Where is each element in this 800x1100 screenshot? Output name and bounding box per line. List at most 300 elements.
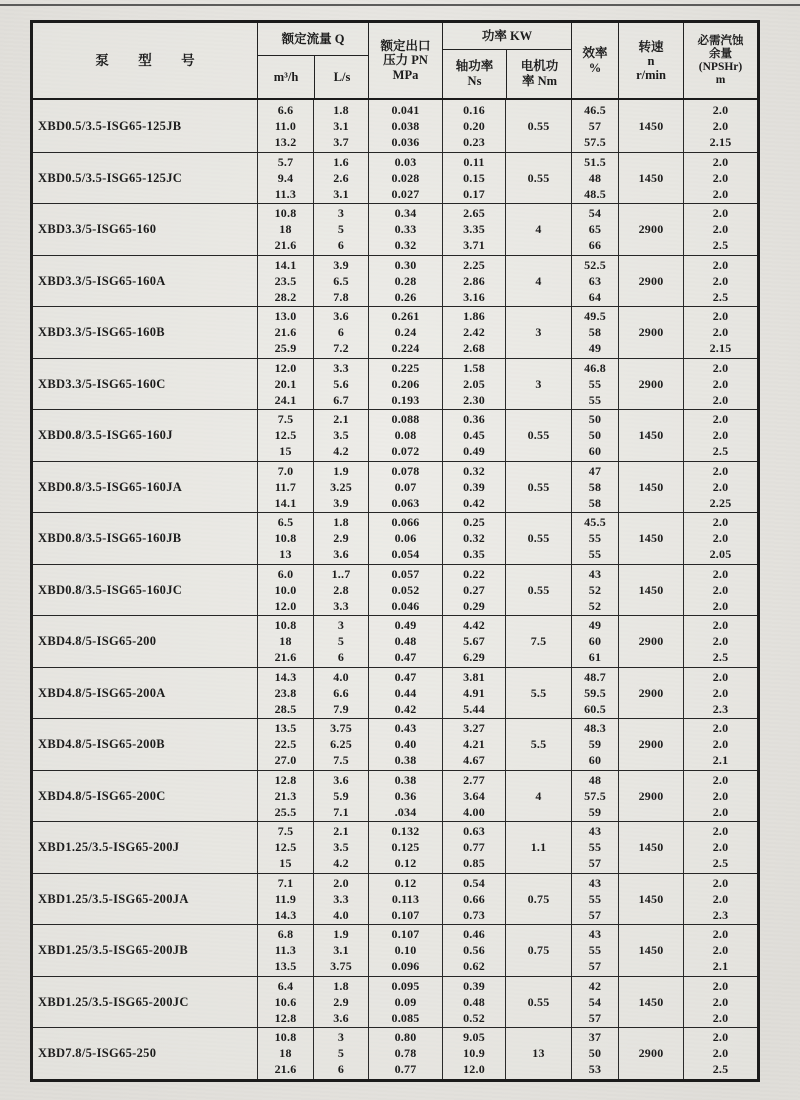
cell-value: 4.42 (463, 618, 485, 633)
cell-value: 7.9 (333, 701, 349, 716)
cell-value: 0.47 (394, 650, 417, 665)
header-pressure-line: 压力 PN (383, 53, 428, 68)
cell-value: 3.6 (333, 772, 349, 787)
cell-value: 0.26 (394, 289, 417, 304)
cell-value: 1.1 (530, 840, 547, 855)
header-speed-line: r/min (636, 67, 666, 82)
cell-value: 6.5 (277, 515, 294, 530)
pressure-cell (368, 668, 442, 719)
flow-m3h-cell (257, 925, 313, 976)
cell-value: 0.40 (394, 737, 417, 752)
motor-power-cell (505, 925, 571, 976)
cell-value: 2.0 (712, 994, 729, 1009)
cell-value: 0.45 (463, 428, 485, 443)
cell-value: 21.6 (274, 325, 297, 340)
cell-value: 21.3 (274, 788, 297, 803)
table-row (33, 976, 757, 1028)
cell-value: 7.5 (277, 412, 294, 427)
cell-value: 2.0 (712, 634, 729, 649)
cell-value: 10.8 (274, 206, 297, 221)
flow-m3h-cell (257, 204, 313, 255)
cell-value: 13.5 (274, 959, 297, 974)
cell-value: 2.0 (712, 392, 729, 407)
cell-value: 57 (588, 959, 602, 974)
cell-value: 52 (588, 598, 602, 613)
cell-value: 21.6 (274, 650, 297, 665)
cell-value: 4.67 (463, 753, 485, 768)
flow-ls-cell (313, 822, 368, 873)
header-speed-line: 转速 (638, 39, 664, 54)
pump-model: XBD3.3/5-ISG65-160B (38, 325, 165, 340)
speed-cell (618, 874, 683, 925)
shaft-power-cell (442, 874, 505, 925)
cell-value: 0.078 (391, 463, 420, 478)
cell-value: 2.05 (709, 547, 732, 562)
cell-value: 10.8 (274, 618, 297, 633)
cell-value: 0.52 (463, 1010, 485, 1025)
cell-value: 2.0 (712, 257, 729, 272)
efficiency-cell (571, 100, 618, 152)
cell-value: 10.0 (274, 582, 297, 597)
cell-value: 2.5 (712, 650, 729, 665)
cell-value: 0.096 (391, 959, 420, 974)
cell-value: 10.8 (274, 531, 297, 546)
shaft-power-cell (442, 513, 505, 564)
cell-value: 55 (588, 547, 602, 562)
shaft-power-cell (442, 359, 505, 410)
cell-value: 0.75 (527, 943, 550, 958)
cell-value: 0.77 (463, 840, 485, 855)
pump-model: XBD4.8/5-ISG65-200C (38, 788, 166, 803)
cell-value: 0.08 (394, 428, 417, 443)
pump-model: XBD0.8/3.5-ISG65-160J (38, 428, 173, 443)
cell-value: 49 (588, 341, 602, 356)
cell-value: 12.0 (463, 1062, 485, 1077)
pump-model: XBD4.8/5-ISG65-200 (38, 634, 157, 649)
pump-model: XBD1.25/3.5-ISG65-200J (38, 840, 180, 855)
cell-value: 6 (337, 650, 345, 665)
cell-value: 0.47 (394, 669, 417, 684)
cell-value: 2.0 (712, 325, 729, 340)
cell-value: 27.0 (274, 753, 297, 768)
cell-value: 7.5 (277, 824, 294, 839)
pump-model: XBD0.8/3.5-ISG65-160JB (38, 531, 182, 546)
speed-cell (618, 256, 683, 307)
cell-value: 7.1 (333, 804, 349, 819)
cell-value: 5.5 (530, 685, 547, 700)
cell-value: 0.225 (391, 360, 420, 375)
cell-value: 2.0 (712, 376, 729, 391)
table-row (33, 461, 757, 513)
pump-model-cell (33, 359, 257, 410)
cell-value: 1450 (638, 891, 664, 906)
speed-cell (618, 719, 683, 770)
cell-value: 6.0 (277, 566, 294, 581)
table-body (33, 100, 757, 1079)
cell-value: 0.56 (463, 943, 485, 958)
motor-power-cell (505, 719, 571, 770)
cell-value: 52.5 (584, 257, 606, 272)
table-row (33, 255, 757, 307)
cell-value: 1.9 (333, 927, 349, 942)
cell-value: 2.0 (712, 582, 729, 597)
efficiency-cell (571, 153, 618, 204)
cell-value: 2.3 (712, 907, 729, 922)
cell-value: 2.0 (712, 721, 729, 736)
table-row (33, 409, 757, 461)
flow-ls-cell (313, 977, 368, 1028)
header-speed-line: n (647, 53, 655, 68)
cell-value: 50 (588, 412, 602, 427)
cell-value: 5.67 (463, 634, 485, 649)
cell-value: 0.07 (394, 479, 417, 494)
header-efficiency (571, 23, 618, 98)
pump-model: XBD4.8/5-ISG65-200A (38, 685, 166, 700)
flow-m3h-cell (257, 1028, 313, 1079)
cell-value: 2.0 (712, 685, 729, 700)
cell-value: 0.38 (394, 753, 417, 768)
cell-value: 0.32 (463, 531, 485, 546)
cell-value: 0.55 (527, 479, 550, 494)
motor-power-cell (505, 616, 571, 667)
cell-value: 5 (337, 634, 345, 649)
header-npshr (683, 23, 757, 98)
cell-value: 0.107 (391, 927, 420, 942)
cell-value: 6.8 (277, 927, 294, 942)
speed-cell (618, 204, 683, 255)
cell-value: 48.7 (584, 669, 606, 684)
cell-value: 2.05 (463, 376, 485, 391)
table-row (33, 100, 757, 152)
flow-m3h-cell (257, 977, 313, 1028)
header-efficiency-line: 效率 (582, 45, 608, 60)
header-motor-line: 率 Nm (521, 74, 558, 88)
efficiency-cell (571, 719, 618, 770)
cell-value: 2.5 (712, 444, 729, 459)
cell-value: 2.86 (463, 273, 485, 288)
pump-model-cell (33, 719, 257, 770)
cell-value: 1..7 (331, 566, 351, 581)
cell-value: 59 (588, 804, 602, 819)
flow-ls-cell (313, 204, 368, 255)
speed-cell (618, 359, 683, 410)
cell-value: 7.1 (277, 875, 294, 890)
cell-value: 0.54 (463, 875, 485, 890)
cell-value: 0.35 (463, 547, 485, 562)
shaft-power-cell (442, 100, 505, 152)
cell-value: 1.9 (333, 463, 349, 478)
cell-value: 0.072 (391, 444, 420, 459)
cell-value: 0.20 (463, 118, 485, 133)
cell-value: 60 (588, 444, 602, 459)
speed-cell (618, 822, 683, 873)
cell-value: 13.5 (274, 721, 297, 736)
pressure-cell (368, 204, 442, 255)
flow-ls-cell (313, 513, 368, 564)
cell-value: 0.49 (463, 444, 485, 459)
cell-value: 50 (588, 1046, 602, 1061)
efficiency-cell (571, 822, 618, 873)
cell-value: 0.224 (391, 341, 420, 356)
pump-model-cell (33, 462, 257, 513)
efficiency-cell (571, 513, 618, 564)
cell-value: 4.0 (333, 907, 349, 922)
pressure-cell (368, 410, 442, 461)
cell-value: 2.0 (712, 222, 729, 237)
npshr-cell (683, 822, 757, 873)
cell-value: 22.5 (274, 737, 297, 752)
cell-value: 0.085 (391, 1010, 420, 1025)
cell-value: 1.8 (333, 978, 349, 993)
cell-value: 7.0 (277, 463, 294, 478)
motor-power-cell (505, 153, 571, 204)
cell-value: 2.0 (712, 186, 729, 201)
cell-value: 2.0 (712, 1010, 729, 1025)
cell-value: 18 (279, 634, 292, 649)
shaft-power-cell (442, 925, 505, 976)
cell-value: 3.64 (463, 788, 485, 803)
cell-value: 3.81 (463, 669, 485, 684)
pump-model: XBD1.25/3.5-ISG65-200JB (38, 943, 188, 958)
cell-value: 4.2 (333, 856, 349, 871)
cell-value: 2900 (638, 325, 664, 340)
cell-value: 1450 (638, 170, 664, 185)
cell-value: 1.8 (333, 102, 349, 117)
cell-value: 2900 (638, 685, 664, 700)
speed-cell (618, 925, 683, 976)
header-pressure-line: 额定出口 (380, 38, 431, 53)
pressure-cell (368, 977, 442, 1028)
cell-value: 65 (588, 222, 602, 237)
pump-model-cell (33, 977, 257, 1028)
header-pump-model-label: 泵 型 号 (95, 53, 195, 68)
cell-value: 2.77 (463, 772, 485, 787)
shaft-power-cell (442, 822, 505, 873)
cell-value: 3.6 (333, 547, 349, 562)
cell-value: 0.22 (463, 566, 485, 581)
efficiency-cell (571, 307, 618, 358)
cell-value: 15 (279, 856, 292, 871)
flow-m3h-cell (257, 719, 313, 770)
cell-value: 2.0 (712, 1030, 729, 1045)
cell-value: 45.5 (584, 515, 606, 530)
cell-value: 0.23 (463, 134, 485, 149)
flow-ls-cell (313, 359, 368, 410)
cell-value: 2.0 (712, 804, 729, 819)
shaft-power-cell (442, 204, 505, 255)
shaft-power-cell (442, 256, 505, 307)
cell-value: 2.0 (712, 118, 729, 133)
cell-value: 0.054 (391, 547, 420, 562)
efficiency-cell (571, 1028, 618, 1079)
cell-value: 2.0 (712, 840, 729, 855)
npshr-cell (683, 307, 757, 358)
cell-value: 2.0 (712, 772, 729, 787)
header-npshr-line: m (715, 73, 726, 86)
cell-value: 5.44 (463, 701, 485, 716)
npshr-cell (683, 719, 757, 770)
pump-model-cell (33, 668, 257, 719)
npshr-cell (683, 204, 757, 255)
cell-value: 3.35 (463, 222, 485, 237)
cell-value: 6.4 (277, 978, 294, 993)
motor-power-cell (505, 513, 571, 564)
cell-value: 3.7 (333, 134, 349, 149)
cell-value: 3.71 (463, 238, 485, 253)
speed-cell (618, 1028, 683, 1079)
cell-value: 6 (337, 1062, 345, 1077)
cell-value: 57 (588, 118, 602, 133)
cell-value: 0.027 (391, 186, 420, 201)
efficiency-cell (571, 204, 618, 255)
cell-value: 5.9 (333, 788, 349, 803)
cell-value: 0.32 (463, 463, 485, 478)
cell-value: 1450 (638, 118, 664, 133)
cell-value: 3.27 (463, 721, 485, 736)
npshr-cell (683, 256, 757, 307)
cell-value: 0.42 (394, 701, 417, 716)
cell-value: 42 (588, 978, 602, 993)
cell-value: 0.125 (391, 840, 420, 855)
cell-value: 0.55 (527, 994, 550, 1009)
cell-value: 23.5 (274, 273, 297, 288)
pump-model-cell (33, 616, 257, 667)
cell-value: 3.9 (333, 495, 349, 510)
header-outlet-pressure (368, 23, 442, 98)
header-speed (618, 23, 683, 98)
pump-spec-table (30, 20, 760, 1082)
shaft-power-cell (442, 719, 505, 770)
header-flow-title-label: 额定流量 Q (281, 31, 345, 46)
motor-power-cell (505, 359, 571, 410)
table-row (33, 306, 757, 358)
flow-m3h-cell (257, 153, 313, 204)
cell-value: 0.046 (391, 598, 420, 613)
cell-value: 0.052 (391, 582, 420, 597)
npshr-cell (683, 874, 757, 925)
cell-value: 13 (279, 547, 292, 562)
cell-value: 3 (535, 376, 542, 391)
cell-value: 12.0 (274, 360, 297, 375)
cell-value: 1450 (638, 943, 664, 958)
cell-value: 2.15 (709, 341, 732, 356)
cell-value: 4 (535, 222, 542, 237)
cell-value: 11.0 (274, 118, 297, 133)
cell-value: 37 (588, 1030, 602, 1045)
pump-model: XBD3.3/5-ISG65-160C (38, 376, 166, 391)
motor-power-cell (505, 668, 571, 719)
npshr-cell (683, 462, 757, 513)
cell-value: 15 (279, 444, 292, 459)
cell-value: 2.3 (712, 701, 729, 716)
efficiency-cell (571, 565, 618, 616)
cell-value: 9.05 (463, 1030, 485, 1045)
cell-value: 2.5 (712, 238, 729, 253)
cell-value: 2.0 (712, 515, 729, 530)
cell-value: 0.06 (394, 531, 417, 546)
cell-value: 0.73 (463, 907, 485, 922)
npshr-cell (683, 1028, 757, 1079)
cell-value: 2.6 (333, 170, 349, 185)
cell-value: 0.55 (527, 428, 550, 443)
cell-value: 0.39 (463, 978, 485, 993)
cell-value: 0.55 (527, 531, 550, 546)
pump-model-cell (33, 874, 257, 925)
pump-model: XBD0.8/3.5-ISG65-160JC (38, 582, 183, 597)
cell-value: 4 (535, 273, 542, 288)
pump-model: XBD0.5/3.5-ISG65-125JC (38, 170, 183, 185)
header-motor-power (506, 50, 572, 98)
cell-value: 3.1 (333, 186, 349, 201)
cell-value: 3.16 (463, 289, 485, 304)
cell-value: 13 (532, 1046, 545, 1061)
cell-value: 0.09 (394, 994, 417, 1009)
cell-value: 58 (588, 325, 602, 340)
cell-value: 2.0 (712, 170, 729, 185)
cell-value: 3.3 (333, 598, 349, 613)
cell-value: 1450 (638, 428, 664, 443)
cell-value: 2.0 (712, 206, 729, 221)
cell-value: 3 (337, 618, 345, 633)
efficiency-cell (571, 668, 618, 719)
efficiency-cell (571, 874, 618, 925)
pressure-cell (368, 616, 442, 667)
cell-value: 9.4 (277, 170, 294, 185)
cell-value: 60 (588, 634, 602, 649)
header-unit-ls-label: L/s (333, 69, 351, 84)
cell-value: 0.36 (463, 412, 485, 427)
cell-value: 2.0 (712, 943, 729, 958)
pressure-cell (368, 100, 442, 152)
cell-value: 0.12 (394, 856, 417, 871)
speed-cell (618, 100, 683, 152)
flow-m3h-cell (257, 462, 313, 513)
speed-cell (618, 668, 683, 719)
pump-model-cell (33, 100, 257, 152)
cell-value: 51.5 (584, 154, 606, 169)
pump-model-cell (33, 204, 257, 255)
cell-value: 12.0 (274, 598, 297, 613)
npshr-cell (683, 153, 757, 204)
cell-value: 11.9 (274, 891, 297, 906)
flow-ls-cell (313, 153, 368, 204)
speed-cell (618, 153, 683, 204)
cell-value: 2.9 (333, 994, 349, 1009)
cell-value: 2.0 (712, 891, 729, 906)
cell-value: 0.12 (394, 875, 417, 890)
npshr-cell (683, 977, 757, 1028)
pump-model: XBD0.8/3.5-ISG65-160JA (38, 479, 183, 494)
pump-model-cell (33, 307, 257, 358)
cell-value: 0.55 (527, 582, 550, 597)
flow-m3h-cell (257, 822, 313, 873)
cell-value: 2.65 (463, 206, 485, 221)
cell-value: 2.30 (463, 392, 485, 407)
cell-value: 0.42 (463, 495, 485, 510)
motor-power-cell (505, 100, 571, 152)
cell-value: 2.0 (712, 618, 729, 633)
cell-value: 6.7 (333, 392, 349, 407)
cell-value: 0.32 (394, 238, 417, 253)
cell-value: 2.0 (712, 154, 729, 169)
cell-value: 2.0 (712, 927, 729, 942)
shaft-power-cell (442, 771, 505, 822)
table-row (33, 667, 757, 719)
cell-value: 18 (279, 1046, 292, 1061)
speed-cell (618, 616, 683, 667)
cell-value: 0.113 (391, 891, 420, 906)
flow-m3h-cell (257, 616, 313, 667)
